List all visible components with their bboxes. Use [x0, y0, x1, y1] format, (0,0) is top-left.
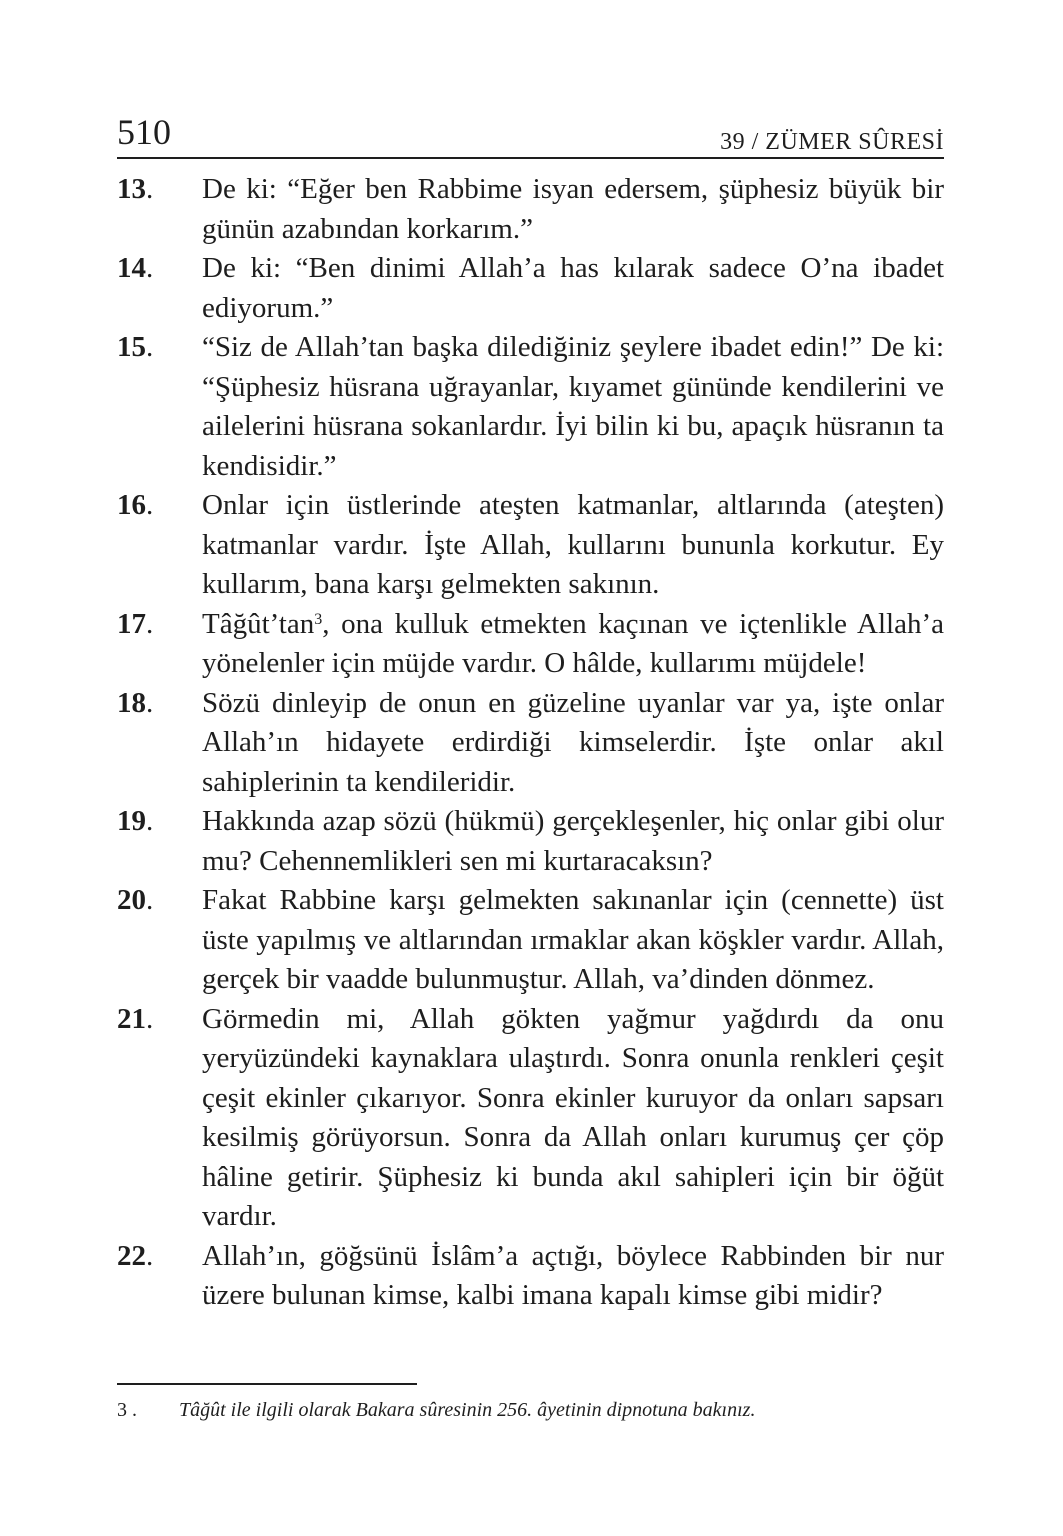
verse-18: [117, 684, 944, 803]
verse-number: 20.: [117, 884, 154, 916]
verse-text: De ki: “Eğer ben Rabbime isyan edersem, şüphesiz büyük bir günün azabından korkarım.”: [202, 173, 944, 245]
verse-list: [117, 170, 944, 1316]
verse-number: 15.: [117, 331, 154, 363]
verse-number: 21.: [117, 1002, 154, 1035]
verse-13: [117, 170, 944, 249]
verse-number: 17.: [117, 607, 154, 640]
verse-19: [117, 802, 944, 881]
verse-number: 19.: [117, 805, 154, 837]
running-head: 39 / ZÜMER SÛRESİ: [720, 129, 944, 155]
verse-text: Görmedin mi, Allah gökten yağmur yağdırdı da onu yeryüzündeki kaynaklara ulaştırdı. Sonra onunla renkleri çeşit çeşit ekinler çıkarıyor. Sonra ekinler kuruyor da onları sapsarı kesilmiş görüyorsun. Sonra da Allah onları kurumuş çer çöp hâline getirir. Şüphesiz ki bunda akıl sahipleri için bir öğüt vardır.: [202, 1002, 944, 1232]
verse-21: [117, 1000, 944, 1237]
verse-text: “Siz de Allah’tan başka dilediğiniz şeylere ibadet edin!” De ki: “Şüphesiz hüsrana uğrayanlar, kıyamet gününde kendilerini ve ailelerini hüsrana sokanlardır. İyi bilin ki bu, apaçık hüsranın ta kendisidir.”: [202, 331, 944, 482]
verse-number: 22.: [117, 1239, 154, 1272]
verse-14: [117, 249, 944, 328]
header-rule: [117, 157, 944, 159]
verse-text: Allah’ın, göğsünü İslâm’a açtığı, böylece Rabbinden bir nur üzere bulunan kimse, kalbi imana kapalı kimse gibi midir?: [202, 1239, 944, 1311]
verse-15: [117, 328, 944, 486]
verse-20: [117, 881, 944, 1000]
verse-text: Hakkında azap sözü (hükmü) gerçekleşenler, hiç onlar gibi olur mu? Cehennemlikleri sen mi kurtaracaksın?: [202, 805, 944, 877]
verse-number: 16.: [117, 489, 154, 521]
footnote-number: 3 .: [117, 1399, 137, 1421]
verse-text: Fakat Rabbine karşı gelmekten sakınanlar için (cennette) üst üste yapılmış ve altlarından ırmaklar akan köşkler vardır. Allah, gerçek bir vaadde bulunmuştur. Allah, va’dinden dönmez.: [202, 884, 944, 995]
page-number: 510: [117, 112, 171, 152]
verse-text: De ki: “Ben dinimi Allah’a has kılarak sadece O’na ibadet ediyorum.”: [202, 252, 944, 324]
verse-22: [117, 1237, 944, 1316]
footnote: [117, 1397, 944, 1423]
verse-text: Sözü dinleyip de onun en güzeline uyanlar var ya, işte onlar Allah’ın hidayete erdirdiği kimselerdir. İşte onlar akıl sahiplerinin ta kendileridir.: [202, 686, 944, 798]
verse-text: Tâğût’tan$^3$, ona kulluk etmekten kaçınan ve içtenlikle Allah’a yönelenler için müjde vardır. O hâlde, kullarımı müjdele!: [202, 607, 944, 679]
verse-16: [117, 486, 944, 605]
verse-number: 18.: [117, 686, 154, 719]
footnote-text: Tâğût ile ilgili olarak Bakara sûresinin 256. âyetinin dipnotuna bakınız.: [179, 1399, 756, 1421]
footnote-ref: 3: [314, 610, 323, 628]
footnote-rule: [117, 1383, 417, 1385]
verse-text: Onlar için üstlerinde ateşten katmanlar, altlarında (ateşten) katmanlar vardır. İşte Allah, kullarını bununla korkutur. Ey kullarım, bana karşı gelmekten sakının.: [202, 489, 944, 600]
verse-number: 14.: [117, 252, 154, 284]
verse-17: [117, 605, 944, 684]
verse-number: 13.: [117, 173, 154, 205]
